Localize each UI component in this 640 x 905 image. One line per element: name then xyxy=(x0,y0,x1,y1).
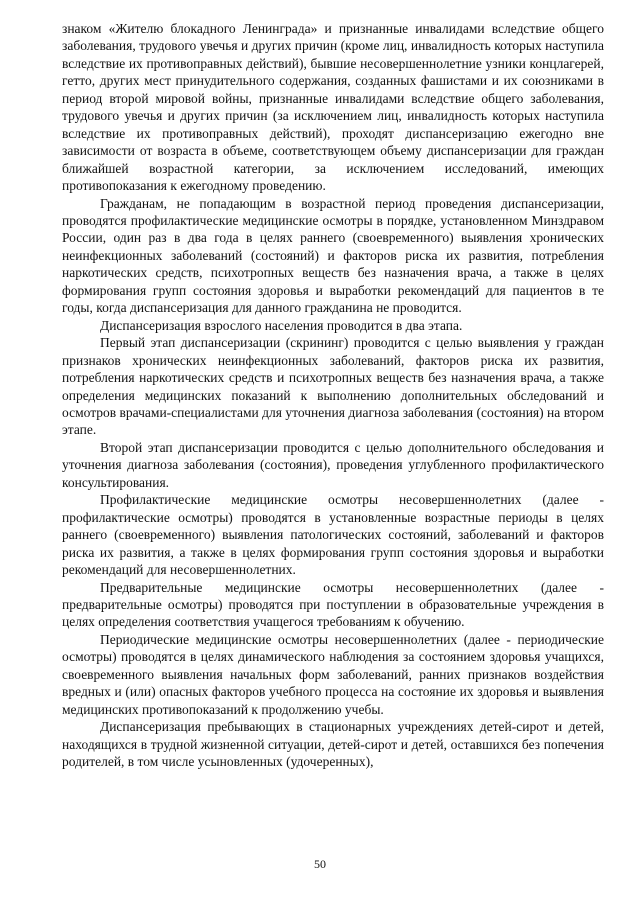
body-text xyxy=(62,20,604,770)
paragraph-second-stage: Второй этап диспансеризации проводится с целью дополнительного обследования и уточнения диагноза заболевания (состояния), проведения углубленного профилактического консультирования. xyxy=(62,439,604,490)
page-number: 50 xyxy=(314,857,326,871)
paragraph-periodic-exams: Периодические медицинские осмотры несовершеннолетних (далее - периодические осмотры) проводятся в целях динамического наблюдения за состоянием здоровья учащихся, своевременного выявления начальных форм заболеваний, ранних признаков воздействия вредных и (или) опасных факторов учебного процесса на состояние их здоровья и выявления медицинских противопоказаний к продолжению учебы. xyxy=(62,631,604,717)
paragraph-two-stages: Диспансеризация взрослого населения проводится в два этапа. xyxy=(100,317,463,333)
paragraph-orphans: Диспансеризация пребывающих в стационарных учреждениях детей-сирот и детей, находящихся в трудной жизненной ситуации, детей-сирот и детей, оставшихся без попечения родителей, в том числе усыновленных (удочеренных), xyxy=(62,719,604,770)
paragraph-continuation: знаком «Жителю блокадного Ленинграда» и признанные инвалидами вследствие общего заболевания, трудового увечья и других причин (кроме лиц, инвалидность которых наступила вследствие их противоправных действий), бывшие несовершеннолетние узники концлагерей, гетто, других мест принудительного содержания, созданных фашистами и их союзниками в период второй мировой войны, признанные инвалидами вследствие общего заболевания, трудового увечья и других причин (за исключением лиц, инвалидность которых наступила вследствие их противоправных действий), проходят диспансеризацию ежегодно вне зависимости от возраста в объеме, соответствующем объему диспансеризации для граждан ближайшей возрастной категории, за исключением исследований, имеющих противопоказания к ежегодному проведению. xyxy=(62,21,604,194)
paragraph-preventive-exams-minors: Профилактические медицинские осмотры несовершеннолетних (далее - профилактические осмотры) проводятся в установленные возрастные периоды в целях раннего (своевременного) выявления патологических состояний, заболеваний и факторов риска их развития, а также в целях формирования групп состояния здоровья и выработки рекомендаций для несовершеннолетних. xyxy=(62,492,604,578)
paragraph-first-stage: Первый этап диспансеризации (скрининг) проводится с целью выявления у граждан признаков хронических неинфекционных заболеваний, факторов риска их развития, потребления наркотических средств и психотропных веществ без назначения врача, а также определения медицинских показаний к выполнению дополнительных обследований и осмотров врачами-специалистами для уточнения диагноза заболевания (состояния) на втором этапе. xyxy=(62,335,604,438)
paragraph-preventive-exams-adults: Гражданам, не попадающим в возрастной период проведения диспансеризации, проводятся профилактические медицинские осмотры в порядке, установленном Минздравом России, один раз в два года в целях раннего (своевременного) выявления хронических неинфекционных заболеваний (состояний) и факторов риска их развития, потребления наркотических средств, психотропных веществ без назначения врача, а также в целях формирования групп состояния здоровья и выработки рекомендаций для пациентов в те годы, когда диспансеризация для данного гражданина не проводится. xyxy=(62,195,604,316)
paragraph-preliminary-exams: Предварительные медицинские осмотры несовершеннолетних (далее - предварительные осмотры) проводятся при поступлении в образовательные учреждения в целях определения соответствия учащегося требованиям к обучению. xyxy=(62,579,604,630)
